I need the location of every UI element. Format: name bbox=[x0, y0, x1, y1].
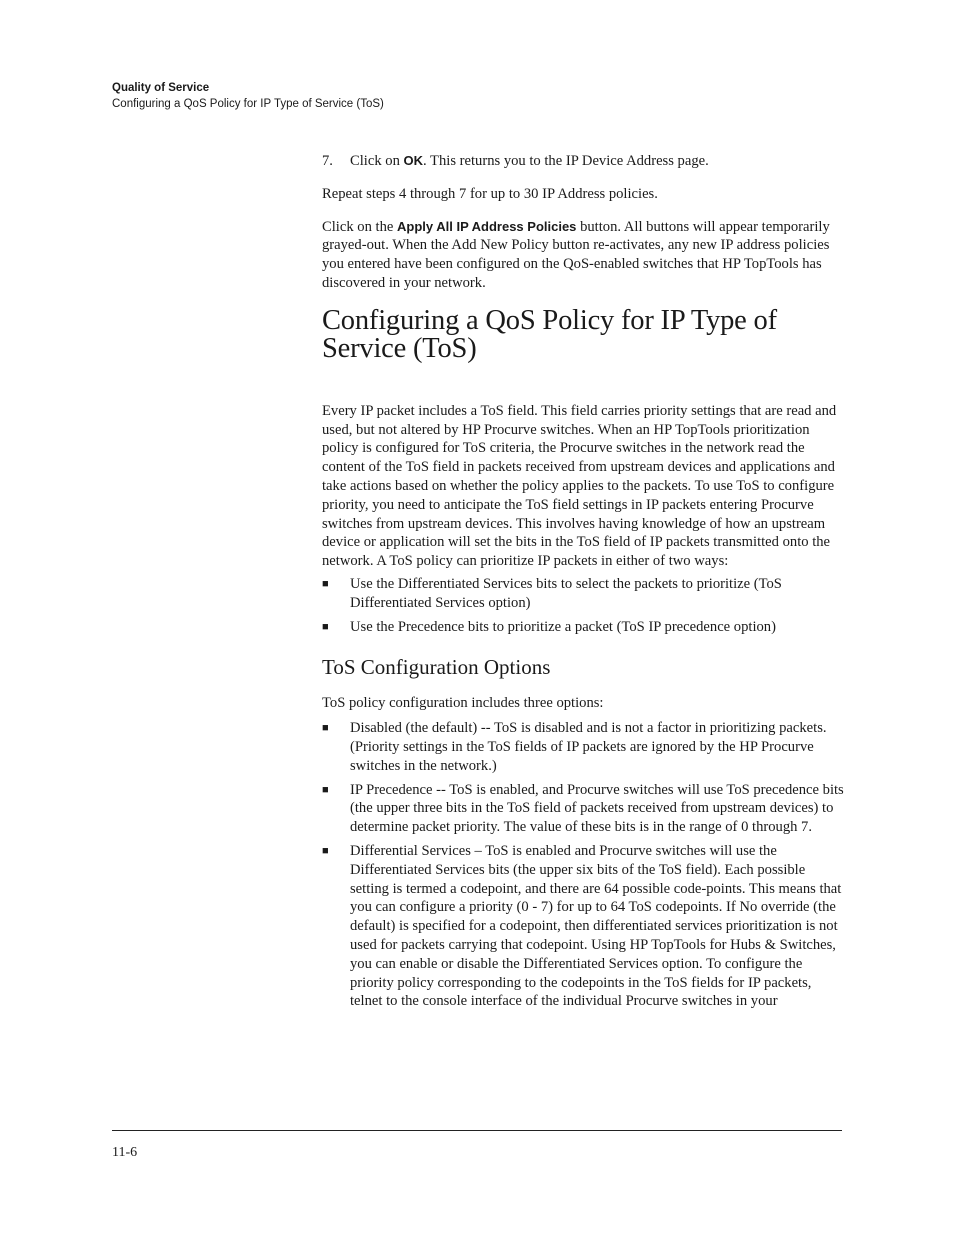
list-item-text: IP Precedence -- ToS is enabled, and Procurve switches will use ToS precedence bits (the upper three bits in the ToS field of packets received from upstream devices) to determine packet priority. The value of these bits is in the range of 0 through 7. bbox=[350, 781, 844, 836]
apply-text-post: button. All buttons will appear temporarily grayed-out. When the Add New Policy button re-activates, any new IP address policies you entered have been configured on the QoS-enabled switches that HP TopTools has discovered in your network. bbox=[322, 218, 830, 291]
footer-rule bbox=[112, 1130, 842, 1131]
list-item bbox=[322, 618, 844, 637]
ok-button-reference: OK bbox=[403, 153, 424, 168]
apply-paragraph bbox=[322, 218, 844, 293]
subsection-heading: ToS Configuration Options bbox=[322, 655, 551, 680]
list-item-text: Use the Differentiated Services bits to select the packets to prioritize (ToS Differentiated Services option) bbox=[350, 575, 782, 611]
list-item bbox=[322, 781, 844, 837]
step-number: 7. bbox=[322, 153, 333, 169]
step-text-post: . This returns you to the IP Device Address page. bbox=[423, 153, 709, 169]
list-item-text: Disabled (the default) -- ToS is disabled and is not a factor in prioritizing packets. (Priority settings in the ToS fields of IP packets are ignored by the HP Procurve switches in the network.) bbox=[350, 720, 827, 774]
step-7 bbox=[322, 152, 844, 171]
bullet-icon: ■ bbox=[322, 783, 329, 796]
options-list bbox=[322, 719, 844, 1011]
ways-list bbox=[322, 575, 844, 636]
apply-all-button-reference: Apply All IP Address Policies bbox=[397, 218, 577, 234]
page-number: 11-6 bbox=[112, 1145, 138, 1160]
list-item-text: Use the Precedence bits to prioritize a packet (ToS IP precedence option) bbox=[350, 618, 776, 635]
bullet-icon: ■ bbox=[322, 722, 329, 735]
list-item bbox=[322, 575, 844, 613]
list-item-text: Differential Services – ToS is enabled and Procurve switches will use the Differentiated Services bits (the upper six bits of the ToS field). Each possible setting is termed a codepoint, and there are 64 possible code-points. This means that you can configure a priority (0 - 7) for up to 64 ToS codepoints. If No override (the default) is specified for a codepoint, then differentiated services prioritization is not used for packets carrying that codepoint. Using HP TopTools for Hubs & Switches, you can enable or disable the Differentiated Services option. To configure the priority policy corresponding to the codepoints in the ToS fields for IP packets, telnet to the console interface of the individual Procurve switches in your bbox=[350, 842, 842, 1010]
list-item bbox=[322, 719, 844, 775]
running-head-section: Configuring a QoS Policy for IP Type of Service (ToS) bbox=[112, 98, 384, 110]
repeat-paragraph: Repeat steps 4 through 7 for up to 30 IP Address policies. bbox=[322, 185, 658, 202]
step-text-pre: Click on bbox=[350, 153, 404, 169]
bullet-icon: ■ bbox=[322, 577, 329, 590]
running-head bbox=[112, 80, 384, 112]
running-head-chapter: Quality of Service bbox=[112, 82, 210, 94]
apply-text-pre: Click on the bbox=[322, 218, 397, 235]
intro-paragraph: Every IP packet includes a ToS field. This field carries priority settings that are read and used, but not altered by HP Procurve switches. When an HP TopTools prioritization policy is configured for ToS criteria, the Procurve switches in the network read the content of the ToS field in packets received from upstream devices and applications and take actions based on whether the policy applies to the packets. To use ToS to configure priority, you need to anticipate the ToS field settings in IP packets entering Procurve switches from upstream devices. This involves having knowledge of how an upstream device or application will set the bits in the ToS field of IP packets transmitted onto the network. A ToS policy can prioritize IP packets in either of two ways: bbox=[322, 402, 837, 570]
bullet-icon: ■ bbox=[322, 620, 329, 633]
page-body bbox=[322, 152, 844, 1016]
section-heading: Configuring a QoS Policy for IP Type of Service (ToS) bbox=[322, 304, 777, 365]
list-item bbox=[322, 842, 844, 1011]
bullet-icon: ■ bbox=[322, 844, 329, 857]
step-text bbox=[350, 152, 709, 171]
options-intro: ToS policy configuration includes three options: bbox=[322, 695, 604, 712]
